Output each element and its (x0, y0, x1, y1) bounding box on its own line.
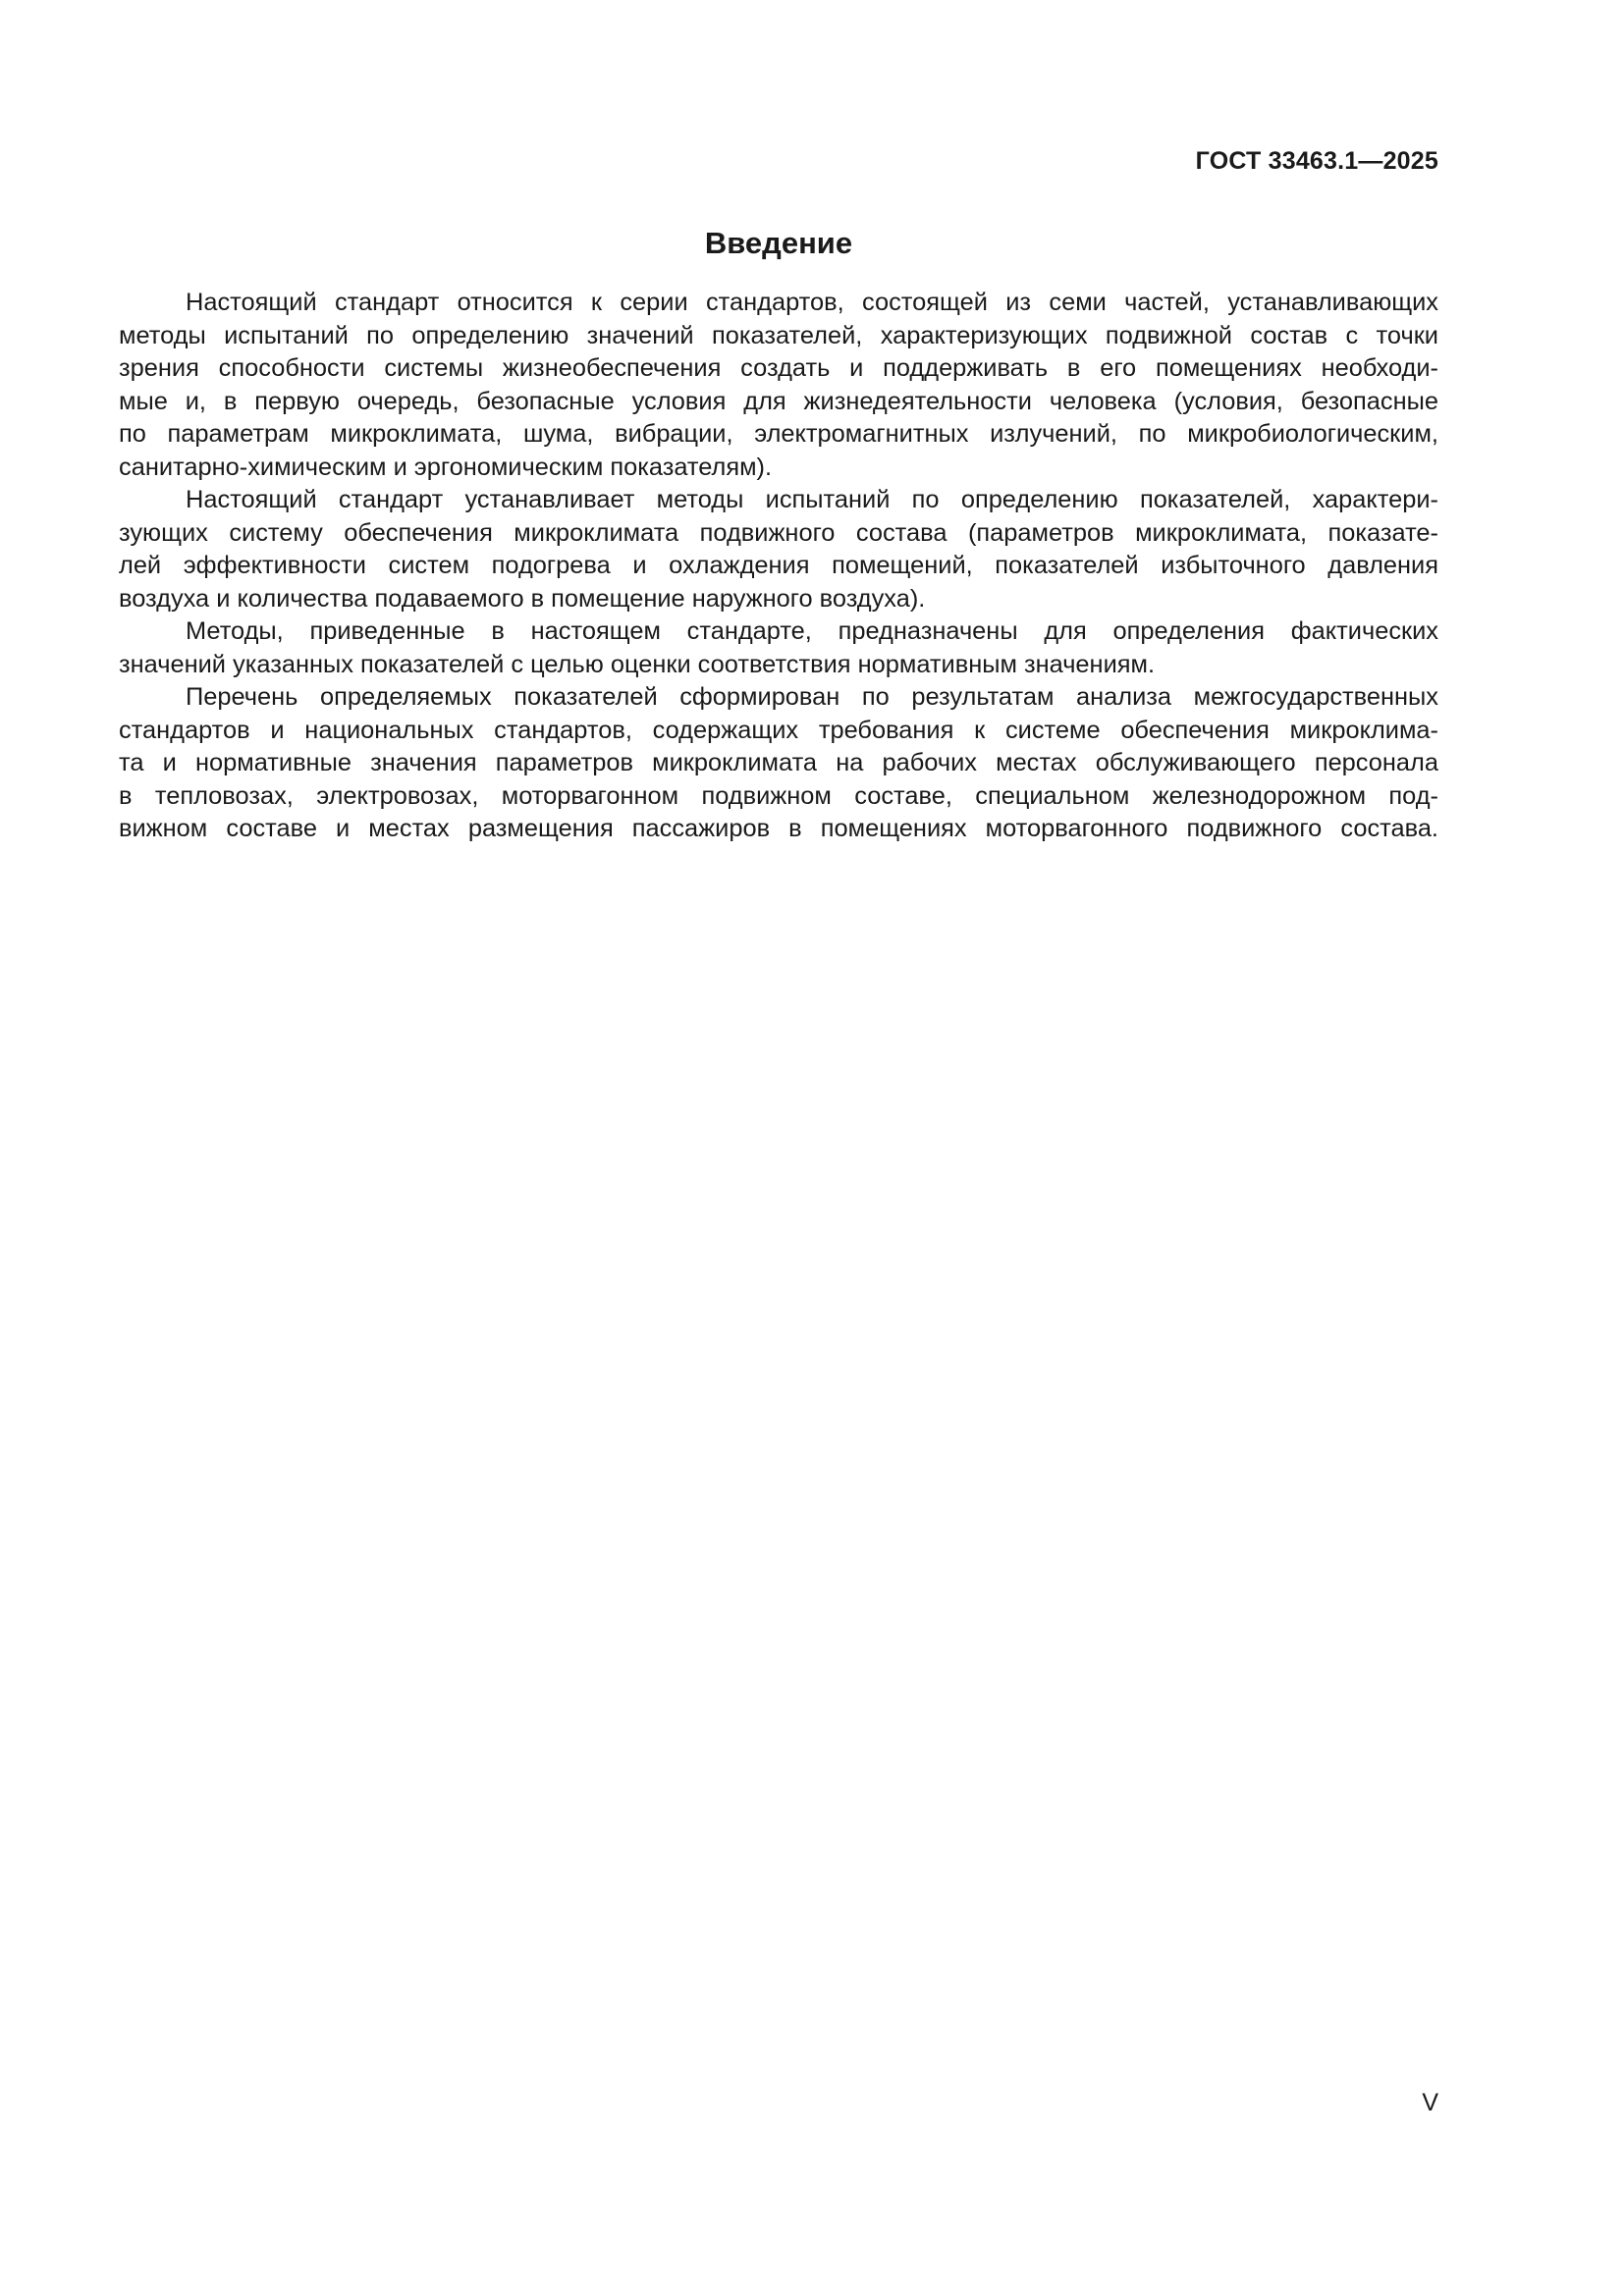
text-line: вижном составе и местах размещения пассажиров в помещениях моторвагонного подвижного состава. (119, 815, 1438, 842)
text-line: лей эффективности систем подогрева и охлаждения помещений, показателей избыточного давления (119, 552, 1438, 579)
text-line: значений указанных показателей с целью оценки соответствия нормативным значениям. (119, 650, 1156, 678)
text-line: та и нормативные значения параметров микроклимата на рабочих местах обслуживающего персонала (119, 749, 1438, 776)
text-line: стандартов и национальных стандартов, содержащих требования к системе обеспечения микроклима- (119, 716, 1438, 744)
text-line: зрения способности системы жизнеобеспечения создать и поддерживать в его помещениях необходи- (119, 354, 1438, 382)
paragraph-3 (119, 615, 1438, 681)
text-line: Перечень определяемых показателей сформирован по результатам анализа межгосударственных (186, 683, 1438, 711)
paragraph-1 (119, 287, 1438, 484)
text-line: Методы, приведенные в настоящем стандарте, предназначены для определения фактических (186, 617, 1438, 645)
page-number: V (1422, 2089, 1438, 2116)
text-line: санитарно-химическим и эргономическим показателям). (119, 453, 773, 481)
text-line: мые и, в первую очередь, безопасные условия для жизнедеятельности человека (условия, безопасные (119, 387, 1438, 415)
text-line: зующих систему обеспечения микроклимата подвижного состава (параметров микроклимата, показате- (119, 518, 1438, 547)
paragraph-2 (119, 484, 1438, 615)
introduction-body (119, 287, 1438, 846)
paragraph-4 (119, 681, 1438, 846)
text-line: Настоящий стандарт устанавливает методы испытаний по определению показателей, характери- (186, 486, 1438, 513)
document-code-header: ГОСТ 33463.1—2025 (1195, 147, 1438, 175)
section-title: Введение (704, 226, 853, 260)
text-line: воздуха и количества подаваемого в помещение наружного воздуха). (119, 584, 926, 613)
text-line: по параметрам микроклимата, шума, вибрации, электромагнитных излучений, по микробиологическим, (119, 420, 1438, 448)
text-line: Настоящий стандарт относится к серии стандартов, состоящей из семи частей, устанавливающих (186, 289, 1438, 316)
text-line: методы испытаний по определению значений показателей, характеризующих подвижной состав с точки (119, 321, 1438, 349)
text-line: в тепловозах, электровозах, моторвагонном подвижном составе, специальном железнодорожном под- (119, 781, 1438, 810)
